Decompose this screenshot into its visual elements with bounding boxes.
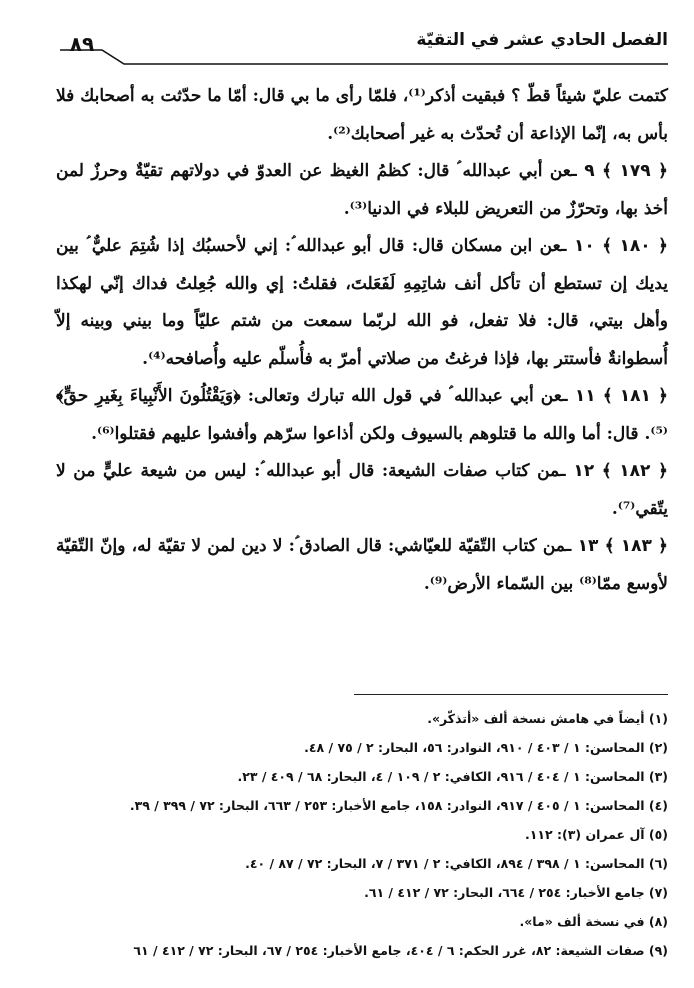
footnote-5: (٥) آل عمران (٣): ١١٢. <box>525 827 668 842</box>
paragraph-text: كتمت عليّ شيئاً قطّ ؟ فبقيت أذكر⁽¹⁾، فلمّا رأى ما بي قال: أمّا ما حدّثت به أصحابك فلا بأس به، إنّما الإذاعة أن تُحدّث به غير أصحابك⁽²⁾. <box>56 86 668 144</box>
footnotes <box>56 704 668 965</box>
hadith-180 <box>56 228 668 378</box>
hadith-number: ﴿ ١٨٠ ﴾ ١٠ ـ <box>560 236 668 256</box>
running-title: الفصل الحادي عشر في التقيّة <box>416 30 668 50</box>
footnote-9: (٩) صفات الشيعة: ٨٢، غرر الحكم: ٦ / ٤٠٤، جامع الأخبار: ٢٥٤ / ٦٧، البحار: ٧٢ / ٤١٢ / ٦١ <box>133 943 668 958</box>
footnote-1: (١) أيضاً في هامش نسخة ألف «أتذكّر». <box>427 711 668 726</box>
hadith-number: ﴿ ١٨١ ﴾ ١١ ـ <box>561 386 668 406</box>
hadith-179 <box>56 153 668 228</box>
footnote-2: (٢) المحاسن: ١ / ٤٠٣ / ٩١٠، النوادر: ٥٦، البحار: ٢ / ٧٥ / ٤٨. <box>304 740 668 755</box>
footnote-8: (٨) في نسخة ألف «ما». <box>519 914 668 929</box>
main-text <box>56 78 668 603</box>
footnote-divider <box>354 694 668 695</box>
footnote-4: (٤) المحاسن: ١ / ٤٠٥ / ٩١٧، النوادر: ١٥٨، جامع الأخبار: ٢٥٣ / ٦٦٣، البحار: ٧٢ / ٣٩٩ / ٣٩. <box>129 798 668 813</box>
footnote-3: (٣) المحاسن: ١ / ٤٠٤ / ٩١٦، الكافي: ٢ / ١٠٩ / ٤، البحار: ٦٨ / ٤٠٩ / ٢٣. <box>237 769 668 784</box>
hadith-text: من كتاب التّقيّة للعيّاشي: قال الصادق ؑ: لا دين لمن لا تقيّة له، وإنّ التّقيّة لأوسع ممّا⁽⁸⁾ بين السّماء الأرض⁽⁹⁾. <box>56 536 668 594</box>
hadith-text: عن أبي عبدالله ؑ في قول الله تبارك وتعالى: ﴿وَيَقْتُلُونَ الأَنْبِياءَ بِغَيرِ حقٍّ﴾⁽⁵⁾. قال: أما والله ما قتلوهم بالسيوف ولكن أذاعوا سرّهم وأفشوا عليهم فقتلوا⁽⁶⁾. <box>56 386 668 444</box>
hadith-number: ﴿ ١٨٣ ﴾ ١٣ ـ <box>565 536 668 556</box>
hadith-text: عن ابن مسكان قال: قال أبو عبدالله ؑ: إني لأحسبُك إذا شُتِمَ عليٌّ ؑ بين يديك إن تستطع أن تأكل أنف شاتِمِهِ لَفَعَلتَ، فقلتُ: إي والله جُعِلتُ فداك إنّي لهكذا وأهل بيتي، قال: فلا تفعل، فو الله لربّما سمعت من شتم عليّاً وما بيني وبينه إلاّ أُسطوانةٌ فأستتر بها، فإذا فرغتُ من صلاتي أمرّ به فأُسلّم عليه وأُصافحه⁽⁴⁾. <box>56 236 668 369</box>
footnote-6: (٦) المحاسن: ١ / ٣٩٨ / ٨٩٤، الكافي: ٢ / ٣٧١ / ٧، البحار: ٧٢ / ٨٧ / ٤٠. <box>245 856 668 871</box>
footnote-7: (٧) جامع الأخبار: ٢٥٤ / ٦٦٤، البحار: ٧٢ / ٤١٢ / ٦١. <box>364 885 668 900</box>
hadith-number: ﴿ ١٧٩ ﴾ ٩ ـ <box>570 161 668 181</box>
page-number: ٨٩ <box>69 32 95 56</box>
paragraph-continuation <box>56 78 668 153</box>
hadith-182 <box>56 453 668 528</box>
page-header <box>60 28 668 66</box>
hadith-181 <box>56 378 668 453</box>
hadith-text: عن أبي عبدالله ؑ قال: كظمُ الغيظ عن العدوّ في دولاتهم تقيّةٌ وحرزٌ لمن أخذ بها، وتحرّزٌ من التعريض للبلاء في الدنيا⁽³⁾. <box>56 161 668 219</box>
hadith-text: من كتاب صفات الشيعة: قال أبو عبدالله ؑ: ليس من شيعة عليٍّ من لا يتّقي⁽⁷⁾. <box>56 461 668 519</box>
hadith-number: ﴿ ١٨٢ ﴾ ١٢ ـ <box>559 461 668 481</box>
hadith-183 <box>56 528 668 603</box>
